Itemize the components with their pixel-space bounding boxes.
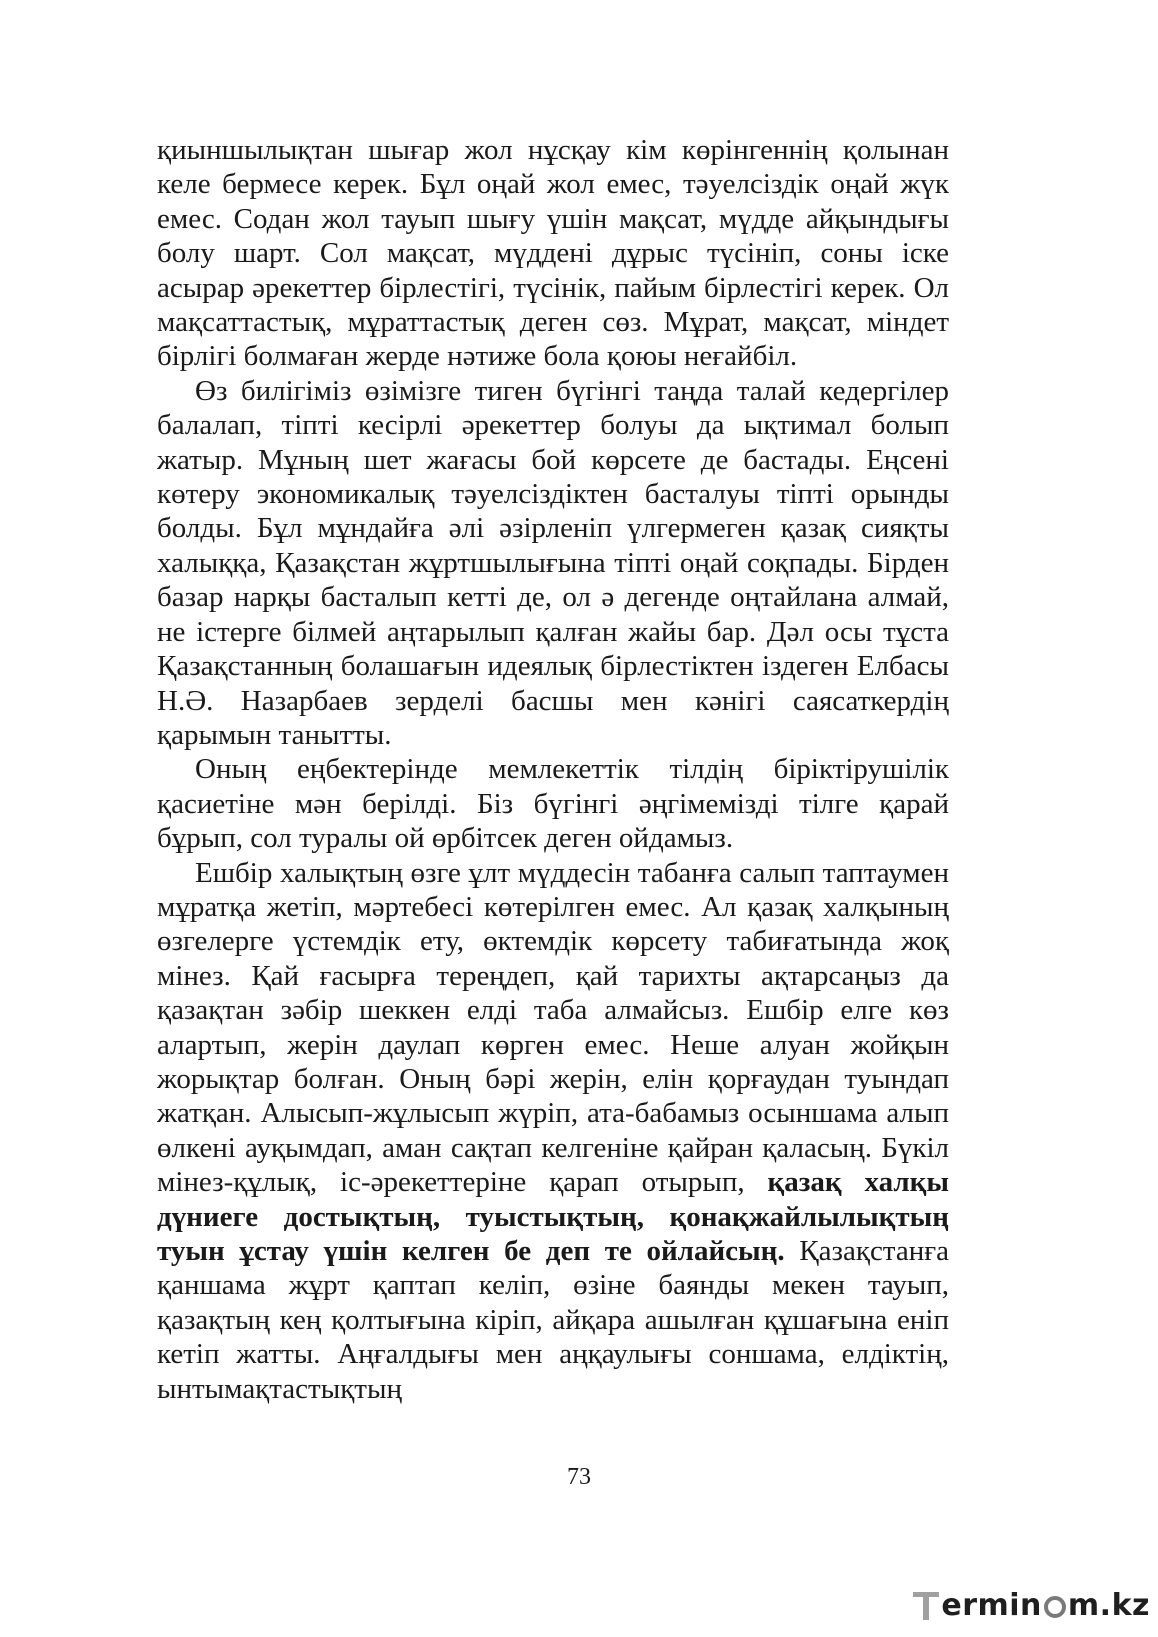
watermark-prefix: ermin [941,1587,1042,1623]
terminom-logo-icon [913,1588,939,1622]
body-text [157,133,949,1406]
paragraph-4-run-3: Қазақстанға қаншама жұрт қаптап келіп, өзіне баянды мекен тауып, қазақтың кең қолтығына кіріп, айқара ашылған құшағына еніп кетіп жатты. Аңғалдығы мен аңқаулығы соншама, елдіктің, ынтымақтастықтың [157,1235,949,1405]
paragraph-3-run-1: Оның еңбектерінде мемлекеттік тілдің біріктірушілік қасиетіне мән берілді. Біз бүгінгі әңгімемізді тілге қарай бұрып, сол туралы ой өрбітсек деген ойдамыз. [157,753,949,855]
search-o-icon [1044,1596,1066,1618]
paragraph-1 [157,133,949,374]
watermark-suffix: m.kz [1067,1587,1150,1623]
paragraph-2 [157,374,949,752]
paragraph-1-run-1: қиыншылықтан шығар жол нұсқау кім көрінгеннің қолынан келе бермесе керек. Бұл оңай жол емес, тәуелсіздік оңай жүк емес. Содан жол тауып шығу үшін мақсат, мүдде айқындығы болу шарт. Сол мақсат, мүддені дұрыс түсініп, соны іске асырар әрекеттер бірлестігі, түсінік, пайым бірлестігі керек. Ол мақсаттастық, мұраттастық деген сөз. Мұрат, мақсат, міндет бірлігі болмаған жерде нәтиже бола қоюы неғайбіл. [157,134,949,373]
paragraph-4-run-1: Ешбір халықтың өзге ұлт мүддесін табанға салып таптаумен мұратқа жетіп, мәртебесі көтерілген емес. Ал қазақ халқының өзгелерге үстемдік ету, өктемдік көрсету табиғатында жоқ мінез. Қай ғасырға тереңдеп, қай тарихты ақтарсаңыз да қазақтан зәбір шеккен елді таба алмайсыз. Ешбір елге көз алартып, жерін даулап көрген емес. Неше алуан жойқын жорықтар болған. Оның бәрі жерін, елін қорғаудан туындап жатқан. Алысып-жұлысып жүріп, ата-бабамыз осыншама алып өлкені ауқымдап, аман сақтап келгеніне қайран қаласың. Бүкіл мінез-құлық, іс-әрекеттеріне қарап отырып, [157,856,949,1199]
paragraph-2-run-1: Өз билігіміз өзімізге тиген бүгінгі таңда талай кедергілер балалап, тіпті кесірлі әрекеттер болуы да ықтимал болып жатыр. Мұның шет жағасы бой көрсете де бастады. Еңсені көтеру экономикалық тәуелсіздіктен басталуы тіпті орынды болды. Бұл мұндайға әлі әзірленіп үлгермеген қазақ сияқты халыққа, Қазақстан жұртшылығына тіпті оңай соқпады. Бірден базар нарқы басталып кетті де, ол ә дегенде оңтайлана алмай, не істерге білмей аңтарылып қалған жайы бар. Дәл осы тұста Қазақстанның болашағын идеялық бірлестіктен іздеген Елбасы Н.Ә. Назарбаев зерделі басшы мен кәнігі саясаткердің қарымын танытты. [157,374,949,751]
paragraph-4-bold-run: қазақ халқы дүниеге достықтың, туыстықтың, қонақжайлылықтың туын ұстау үшін келген бе деп те ойлайсың. [157,1166,949,1267]
page-number: 73 [567,1464,591,1490]
paragraph-3 [157,752,949,855]
site-watermark [913,1583,1150,1627]
paragraph-4 [157,856,949,1407]
